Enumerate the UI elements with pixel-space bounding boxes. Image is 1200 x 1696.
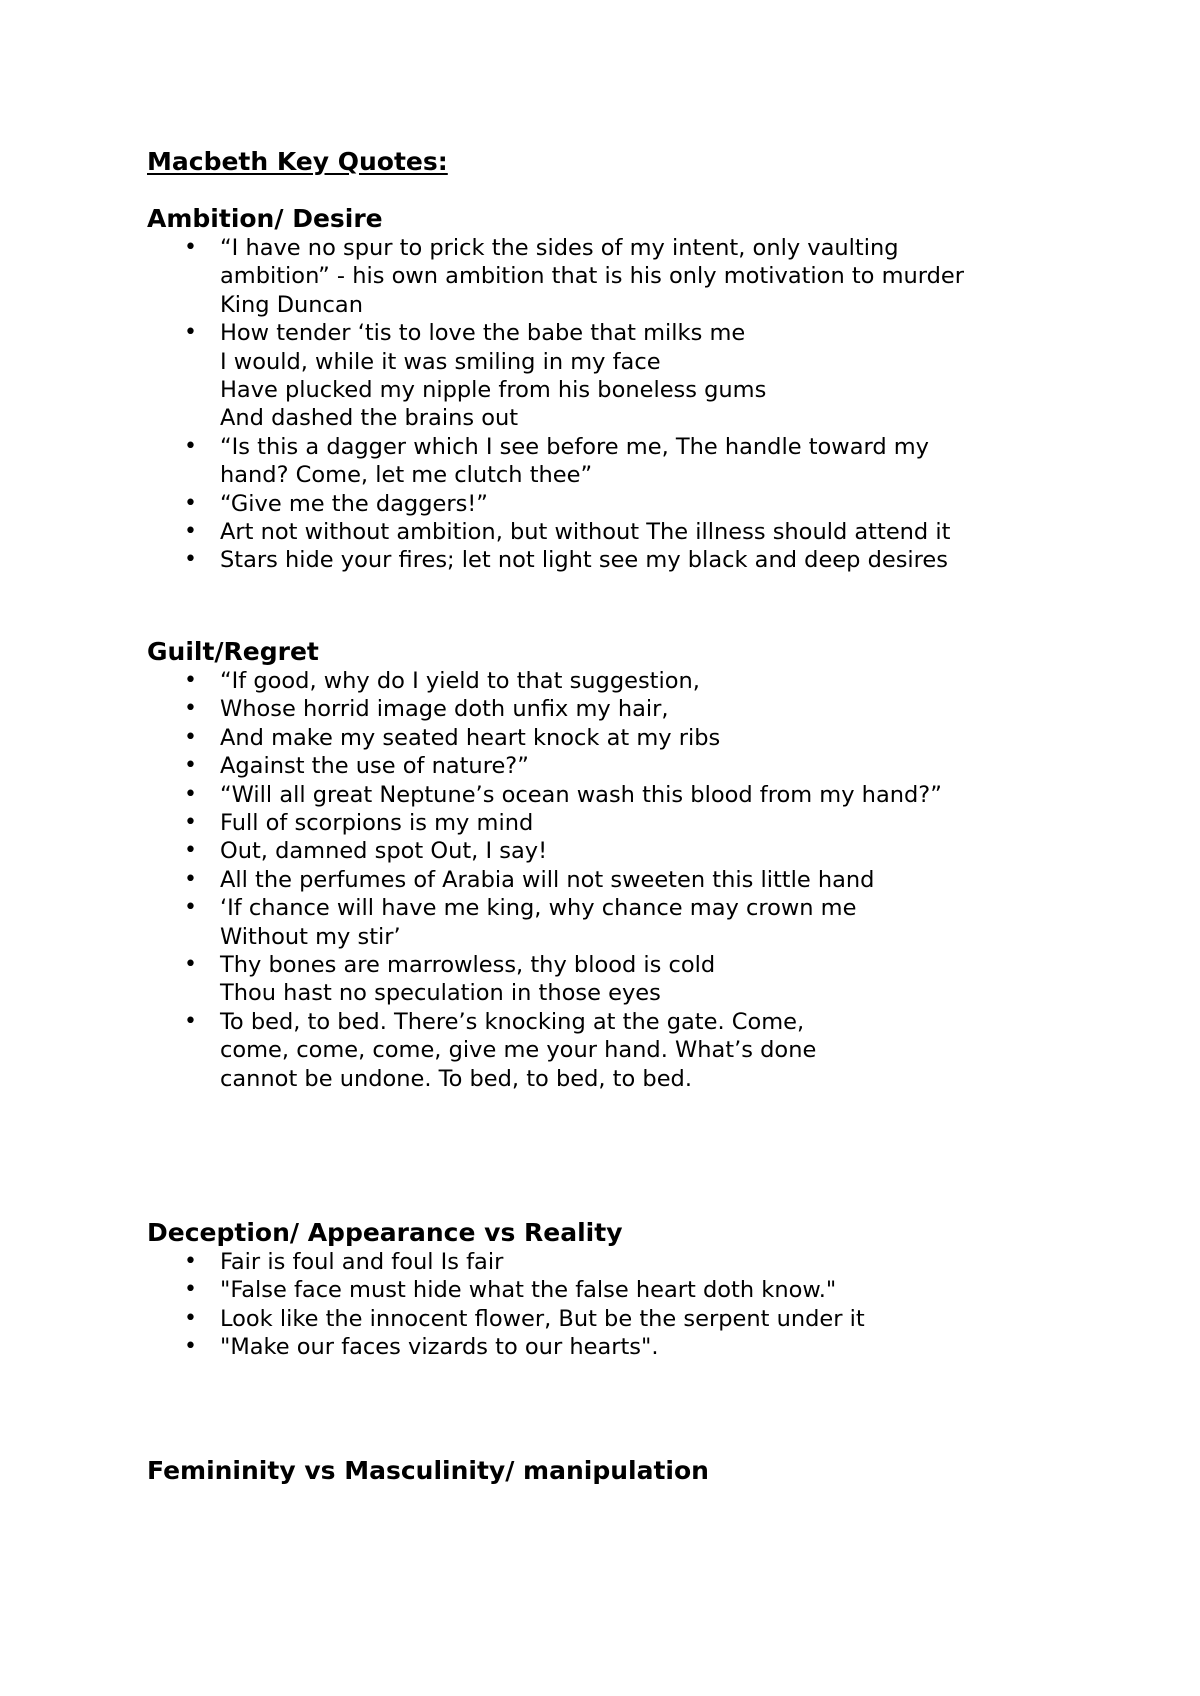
quote-line: • Art not without ambition, but without The illness should attend it <box>220 519 951 546</box>
quote-item <box>147 490 1080 518</box>
quote-line: Have plucked my nipple from his boneless gums <box>220 377 767 404</box>
quote-line: Without my stir’ <box>220 923 401 950</box>
quote-item <box>147 1305 1080 1333</box>
quote-line: • Fair is foul and foul Is fair <box>220 1248 504 1275</box>
section-deception-appearance-vs-reality <box>147 1218 1080 1362</box>
quote-item <box>147 894 1080 951</box>
quote-line: • "False face must hide what the false heart doth know." <box>220 1277 837 1304</box>
quote-line: • “Is this a dagger which I see before me, The handle toward my <box>220 433 930 460</box>
quote-item <box>147 1008 1080 1093</box>
quote-item <box>147 951 1080 1008</box>
quote-line: • Look like the innocent flower, But be the serpent under it <box>220 1305 865 1332</box>
quote-line: • And make my seated heart knock at my ribs <box>220 724 721 751</box>
quote-line: cannot be undone. To bed, to bed, to bed. <box>220 1065 692 1092</box>
quote-line: • Whose horrid image doth unfix my hair, <box>220 696 669 723</box>
quote-line: • Thy bones are marrowless, thy blood is cold <box>220 951 716 978</box>
quote-item <box>147 667 1080 695</box>
quote-item <box>147 866 1080 894</box>
quote-list <box>147 667 1080 1093</box>
quote-item <box>147 781 1080 809</box>
quote-line: hand? Come, let me clutch thee” <box>220 462 593 489</box>
quote-line: And dashed the brains out <box>220 405 519 432</box>
quote-line: • Against the use of nature?” <box>220 753 529 780</box>
quote-item <box>147 1333 1080 1361</box>
quote-item <box>147 837 1080 865</box>
quote-line: ambition” - his own ambition that is his only motivation to murder <box>220 263 965 290</box>
quote-item <box>147 724 1080 752</box>
quote-item <box>147 319 1080 433</box>
section-femininity-vs-masculinity <box>147 1456 1080 1486</box>
quote-item <box>147 695 1080 723</box>
quote-list <box>147 234 1080 575</box>
quote-list <box>147 1248 1080 1362</box>
quote-item <box>147 433 1080 490</box>
quote-line: • “Will all great Neptune’s ocean wash this blood from my hand?” <box>220 781 942 808</box>
quote-line: • To bed, to bed. There’s knocking at the gate. Come, <box>220 1008 805 1035</box>
section-guilt-regret <box>147 637 1080 1093</box>
quote-item <box>147 518 1080 546</box>
quote-line: • Out, damned spot Out, I say! <box>220 838 548 865</box>
section-heading: Ambition/ Desire <box>147 204 383 233</box>
quote-line: King Duncan <box>220 291 363 318</box>
quote-item <box>147 234 1080 319</box>
quote-line: • “I have no spur to prick the sides of my intent, only vaulting <box>220 235 899 261</box>
quote-line: • “If good, why do I yield to that suggestion, <box>220 667 700 694</box>
quote-line: I would, while it was smiling in my face <box>220 348 661 375</box>
quote-line: • All the perfumes of Arabia will not sweeten this little hand <box>220 866 875 893</box>
quote-item <box>147 1276 1080 1304</box>
section-heading: Femininity vs Masculinity/ manipulation <box>147 1455 709 1485</box>
quote-item <box>147 1248 1080 1276</box>
quote-line: come, come, come, give me your hand. What’s done <box>220 1037 817 1064</box>
section-heading: Deception/ Appearance vs Reality <box>147 1217 623 1247</box>
quote-item <box>147 752 1080 780</box>
quote-line: • ‘If chance will have me king, why chance may crown me <box>220 895 857 922</box>
quote-item <box>147 809 1080 837</box>
quote-line: • How tender ‘tis to love the babe that milks me <box>220 320 746 347</box>
quote-line: • “Give me the daggers!” <box>220 490 488 517</box>
section-heading: Guilt/Regret <box>147 636 319 666</box>
quote-item <box>147 546 1080 574</box>
quote-line: • "Make our faces vizards to our hearts". <box>220 1334 659 1361</box>
quote-line: • Stars hide your fires; let not light see my black and deep desires <box>220 547 948 574</box>
section-ambition-desire <box>147 204 1080 575</box>
quote-line: Thou hast no speculation in those eyes <box>220 980 661 1007</box>
document-title: Macbeth Key Quotes: <box>147 147 448 176</box>
quote-line: • Full of scorpions is my mind <box>220 809 534 836</box>
